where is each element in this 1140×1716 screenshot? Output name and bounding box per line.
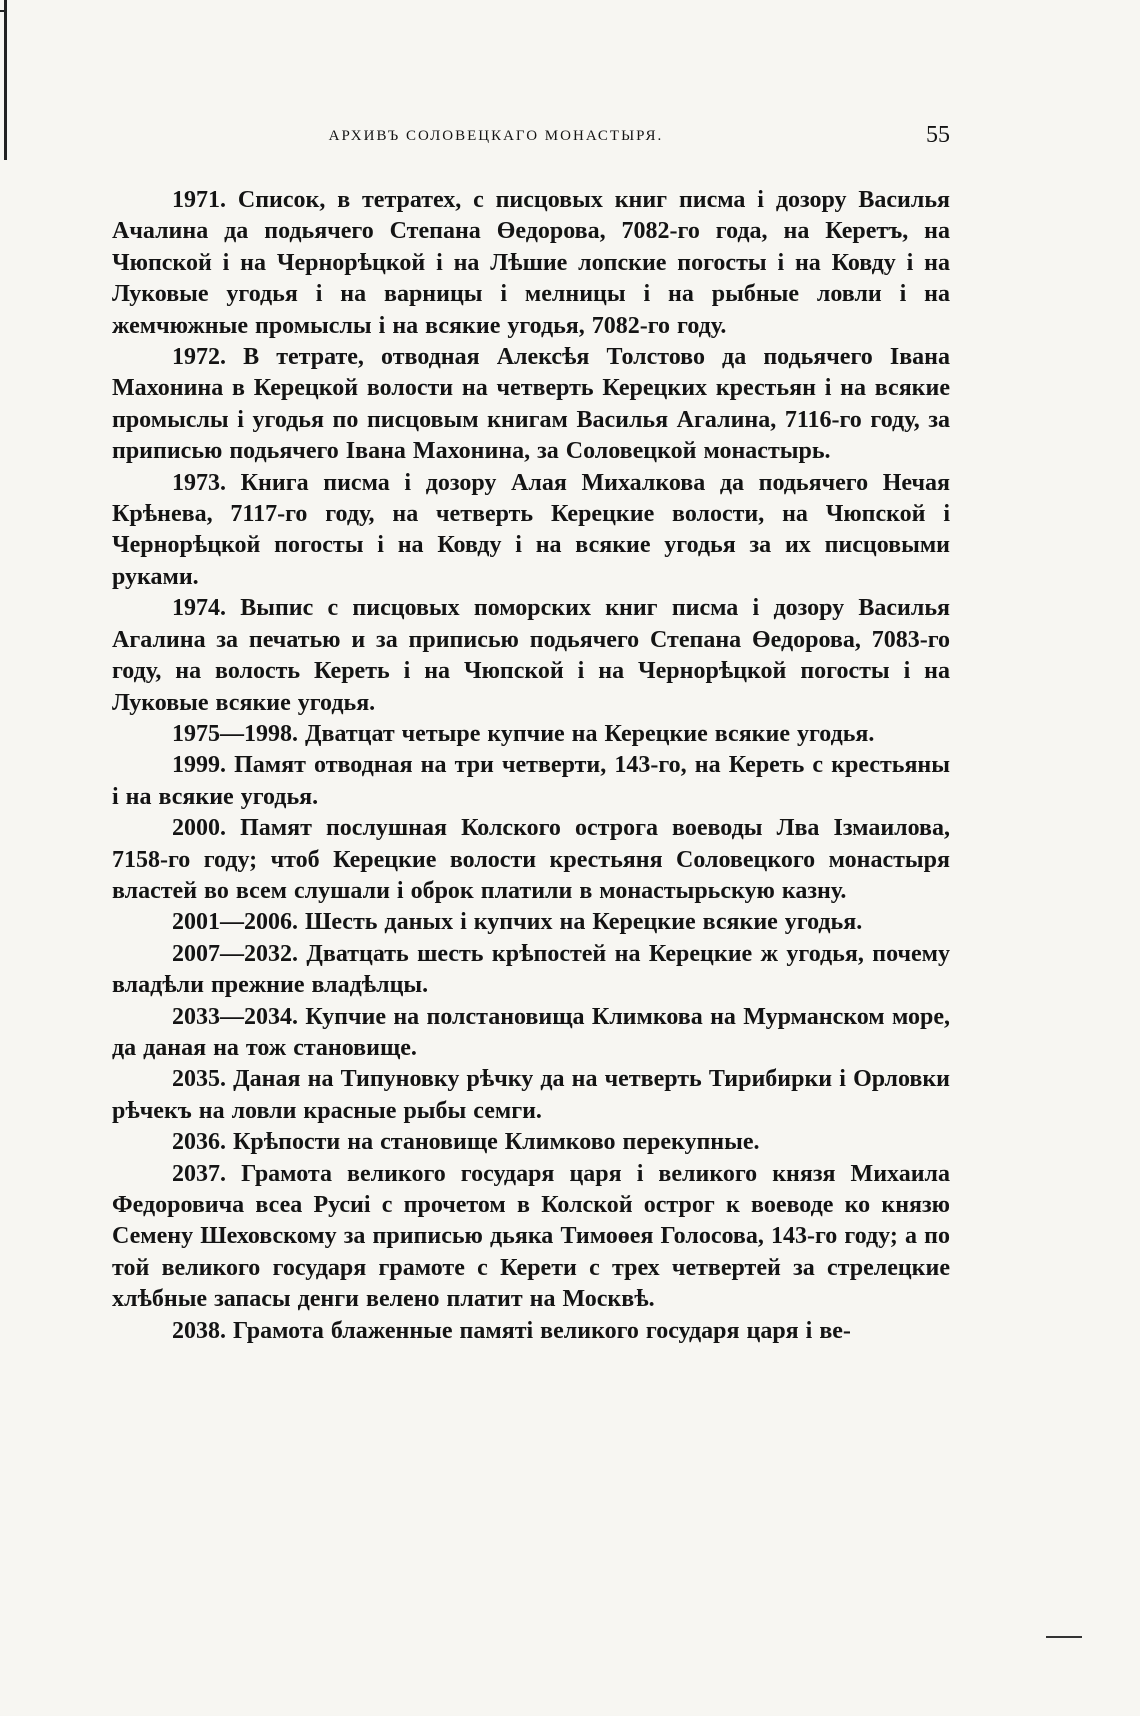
entry-2001-2006: 2001—2006. Шесть даных і купчих на Керецкие всякие угодья. — [172, 909, 863, 936]
entry-2033-2034: 2033—2034. Купчие на полстановища Климкова на Мурманском море, да даная на тож становище. — [112, 1003, 950, 1061]
entry-1975-1998: 1975—1998. Дватцат четыре купчие на Керецкие всякие угодья. — [172, 720, 875, 747]
entry-1972: 1972. В тетрате, отводная Алексѣя Толстово да подьячего Івана Махонина в Керецкой волости на четверть Керецких крестьян і на всякие промыслы і угодья по писцовым книгам Василья Агалина, 7116-го году, за приписью подьячего Івана Махонина, за Соловецкой монастырь. — [112, 344, 950, 465]
page-header — [112, 122, 950, 158]
entry-1973: 1973. Книга писма і дозору Алая Михалкова да подьячего Нечая Крѣнева, 7117-го году, на четверть Керецкие волости, на Чюпской і Чернорѣцкой погосты і на Ковду і на всякие угодья за их писцовыми руками. — [112, 469, 950, 590]
entry-2037: 2037. Грамота великого государя царя і великого князя Михаила Федоровича всеа Русиі с прочетом в Колской острог к воеводе ко князю Семену Шеховскому за приписью дьяка Тимоөея Голосова, 143-го году; а по той великого государя грамоте с Керети с трех четвертей за стрелецкие хлѣбные запасы денги велено платит на Москвѣ. — [112, 1160, 950, 1313]
corner-dash-mark — [1046, 1636, 1082, 1638]
entry-1974: 1974. Выпис с писцовых поморских книг писма і дозору Василья Агалина за печатью и за приписью подьячего Степана Өедорова, 7083-го году, на волость Кереть і на Чюпской і на Чернорѣцкой погосты і на Луковые всякие угодья. — [112, 595, 950, 716]
running-title: АРХИВЪ СОЛОВЕЦКАГО МОНАСТЫРЯ. — [328, 128, 664, 144]
entry-2035: 2035. Даная на Типуновку рѣчку да на четверть Тирибирки і Орловки рѣчекъ на ловли красные рыбы семги. — [112, 1066, 950, 1124]
archive-entries — [112, 185, 950, 1347]
entry-2007-2032: 2007—2032. Дватцать шесть крѣпостей на Керецкие ж угодья, почему владѣли прежние владѣлцы. — [112, 940, 950, 999]
entry-1971: 1971. Список, в тетратех, с писцовых книг писма і дозору Василья Ачалина да подьячего Степана Өедорова, 7082-го года, на Керетъ, на Чюпской і на Чернорѣцкой і на Лѣшие лопские погосты і на Ковду і на Луковые угодья і на варницы і мелницы і на рыбные ловли і на жемчюжные промыслы і на всякие угодья, 7082-го году. — [112, 187, 950, 339]
page-number: 55 — [926, 122, 950, 148]
entry-2036: 2036. Крѣпости на становище Климково перекупные. — [172, 1129, 760, 1156]
entry-2000: 2000. Памят послушная Колского острога воеводы Лва Ізмаилова, 7158-го году; чтоб Керецкие волости крестьяня Соловецкого монастыря властей во всем слушали і оброк платили в монастырьскую казну. — [112, 815, 950, 904]
entry-2038: 2038. Грамота блаженные памяті великого государя царя і ве- — [172, 1317, 851, 1344]
entry-1999: 1999. Памят отводная на три четверти, 143-го, на Кереть с крестьяны і на всякие угодья. — [112, 752, 950, 810]
page-edge-line — [4, 0, 7, 160]
page-edge-tick — [0, 10, 6, 12]
